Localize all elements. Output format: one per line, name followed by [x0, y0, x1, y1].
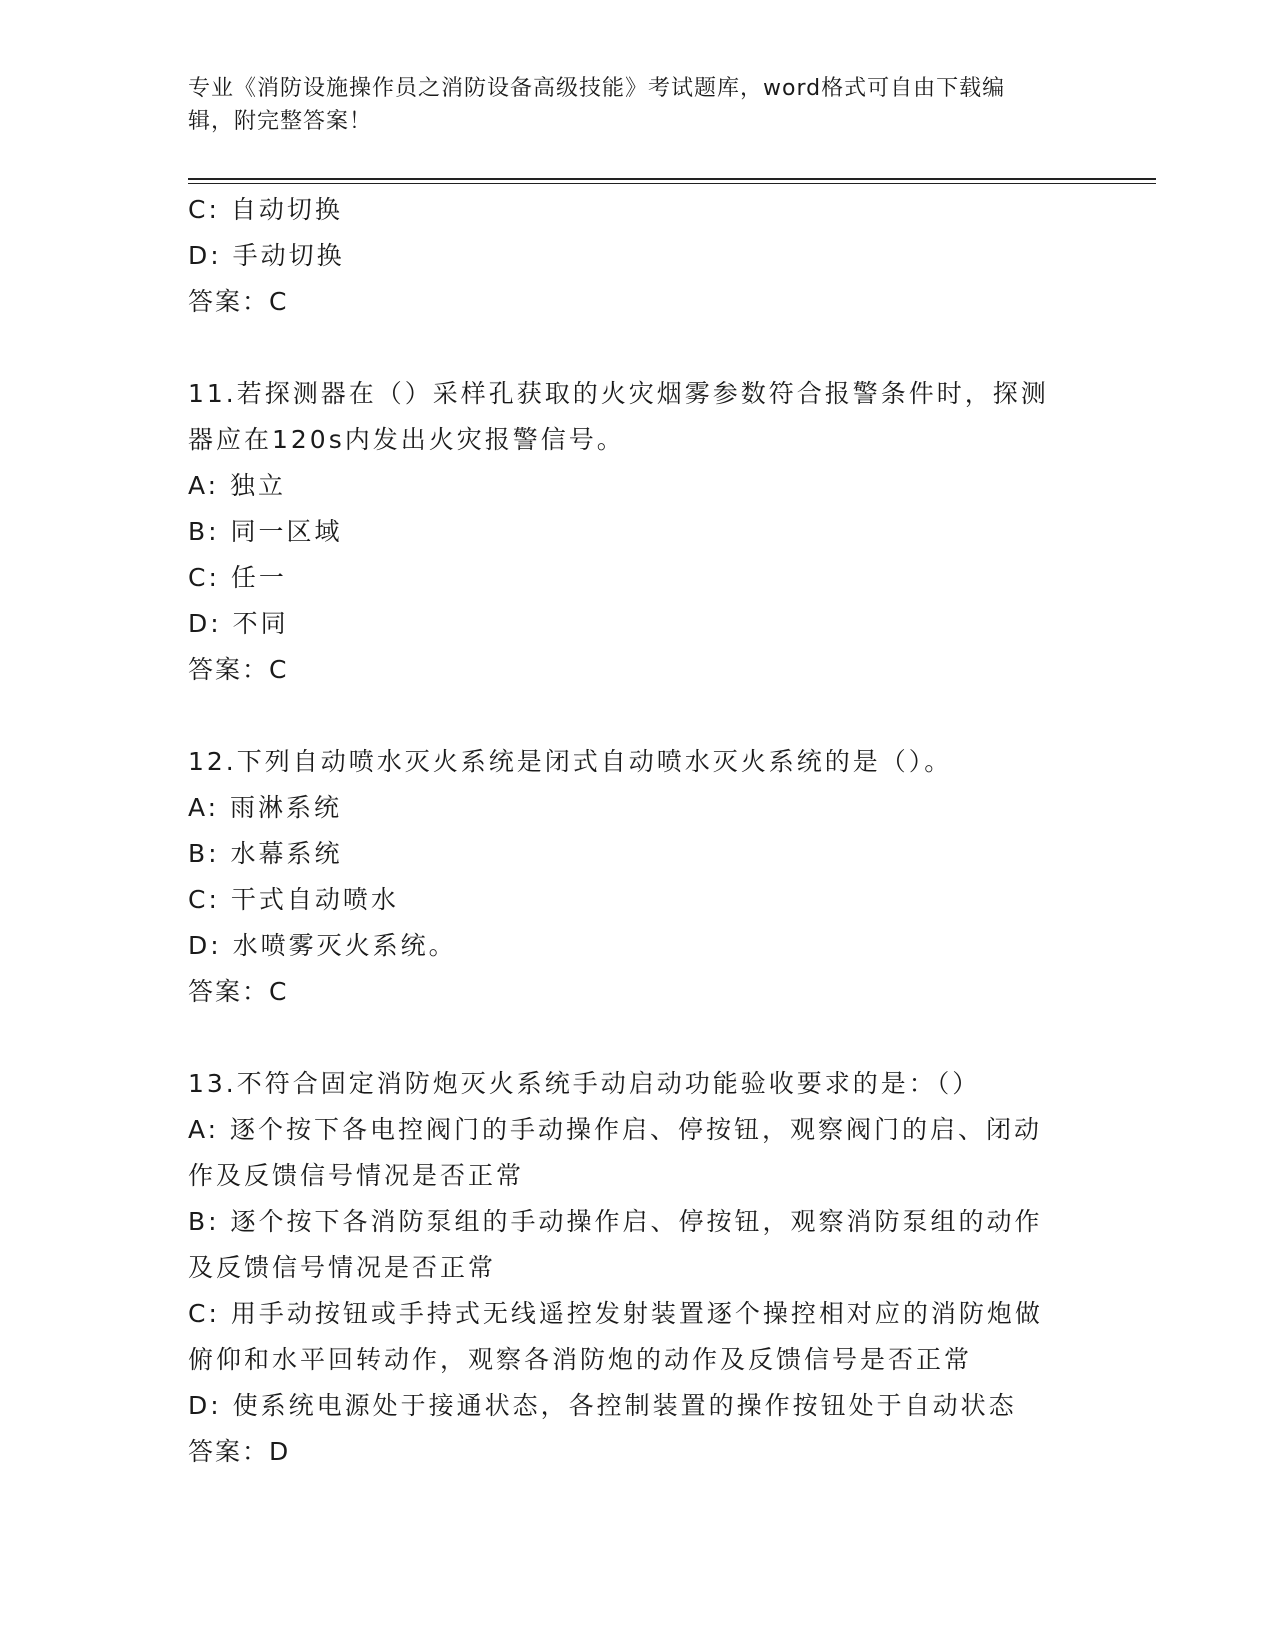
option-a-line-2: 作及反馈信号情况是否正常: [188, 1161, 525, 1190]
question-list: [188, 187, 1088, 1475]
option-b: B: 水幕系统: [188, 839, 343, 868]
option-a: A: 雨淋系统: [188, 793, 343, 822]
question-stem-line-1: 11.若探测器在（）采样孔获取的火灾烟雾参数符合报警条件时，探测: [188, 379, 1049, 408]
option-b: B: 同一区域: [188, 517, 343, 546]
answer-line: 答案：D: [188, 1437, 291, 1466]
option-c-line-2: 俯仰和水平回转动作，观察各消防炮的动作及反馈信号是否正常: [188, 1345, 973, 1374]
option-d: D: 使系统电源处于接通状态，各控制装置的操作按钮处于自动状态: [188, 1391, 1017, 1420]
question-10-tail: [188, 187, 1088, 325]
question-stem-line-2: 器应在120s内发出火灾报警信号。: [188, 425, 625, 454]
question-stem: 12.下列自动喷水灭火系统是闭式自动喷水灭火系统的是（）。: [188, 747, 953, 776]
header-divider-thick: [188, 178, 1156, 180]
header-line-1: 专业《消防设施操作员之消防设备高级技能》考试题库，word格式可自由下载编: [188, 76, 1006, 101]
option-d: D: 不同: [188, 609, 289, 638]
option-a-line-1: A: 逐个按下各电控阀门的手动操作启、停按钮，观察阀门的启、闭动: [188, 1115, 1043, 1144]
option-a: A: 独立: [188, 471, 287, 500]
option-b-line-1: B: 逐个按下各消防泵组的手动操作启、停按钮，观察消防泵组的动作: [188, 1207, 1043, 1236]
question-13: [188, 1061, 1088, 1475]
header-divider-thin: [188, 183, 1156, 184]
header-line-2: 辑，附完整答案！: [188, 109, 373, 134]
option-d: D: 水喷雾灭火系统。: [188, 931, 457, 960]
answer-line: 答案：C: [188, 287, 289, 316]
answer-line: 答案：C: [188, 655, 289, 684]
option-d: D: 手动切换: [188, 241, 345, 270]
option-c: C: 自动切换: [188, 195, 343, 224]
option-c-line-1: C: 用手动按钮或手持式无线遥控发射装置逐个操控相对应的消防炮做: [188, 1299, 1043, 1328]
answer-line: 答案：C: [188, 977, 289, 1006]
question-12: [188, 739, 1088, 1015]
option-c: C: 任一: [188, 563, 287, 592]
option-b-line-2: 及反馈信号情况是否正常: [188, 1253, 497, 1282]
page-header: [188, 72, 1088, 138]
question-11: [188, 371, 1088, 693]
question-stem: 13.不符合固定消防炮灭火系统手动启动功能验收要求的是：（）: [188, 1069, 981, 1098]
option-c: C: 干式自动喷水: [188, 885, 399, 914]
